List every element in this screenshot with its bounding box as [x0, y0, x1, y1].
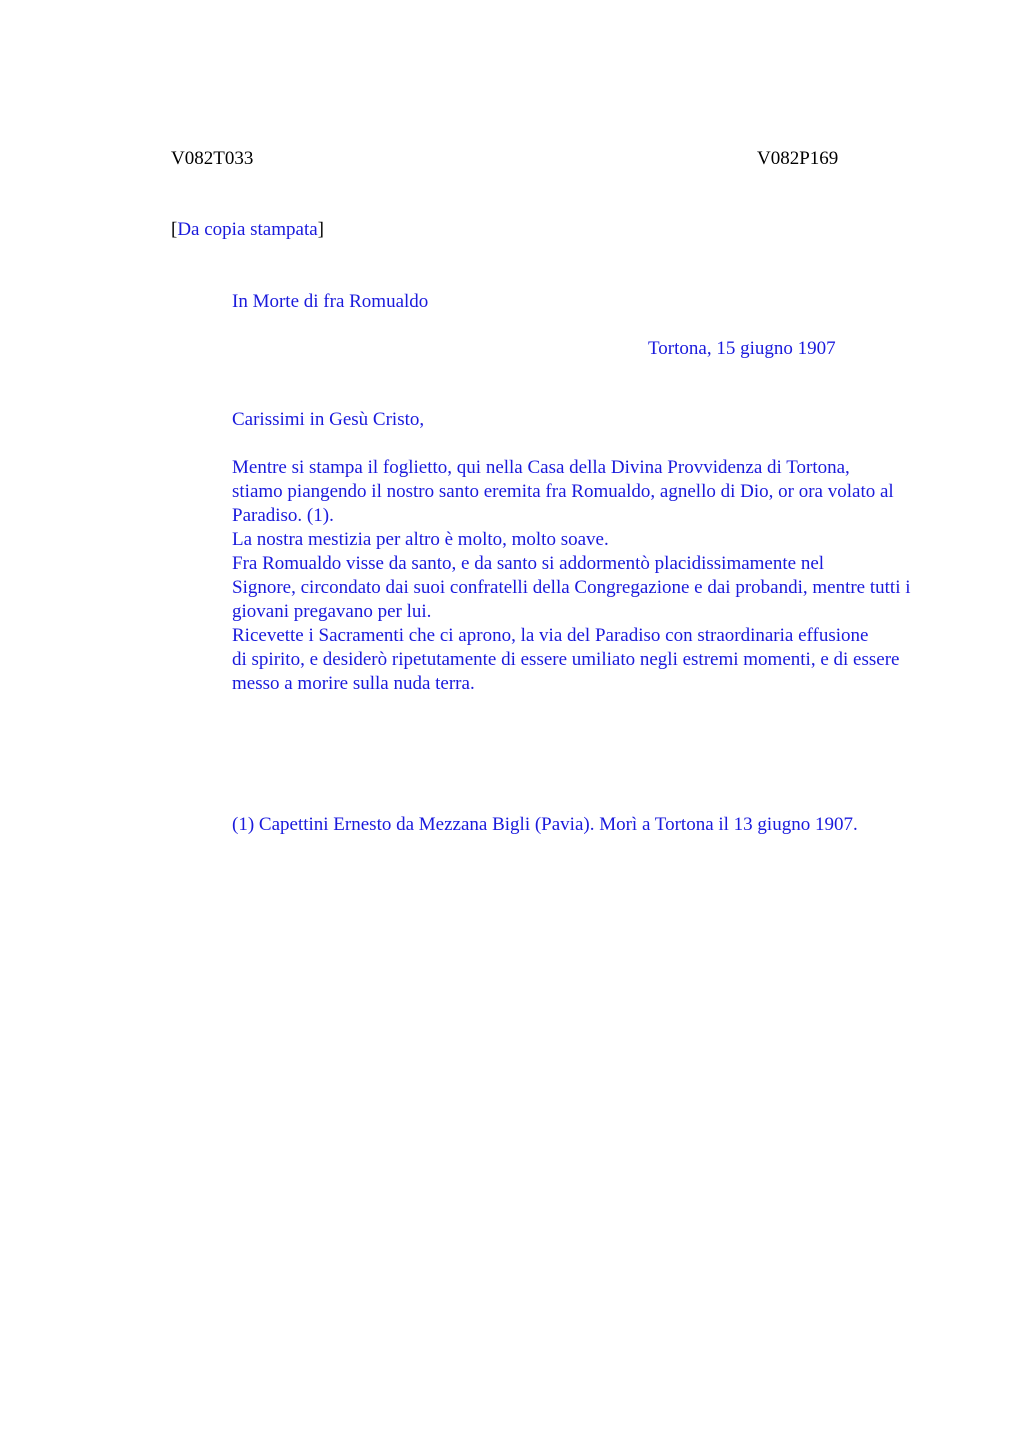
- paragraph-4: [171, 624, 927, 696]
- document-code-left: V082T033: [171, 148, 254, 169]
- paragraph-line: messo a morire sulla nuda terra.: [232, 673, 475, 694]
- paragraph-line: di spirito, e desiderò ripetutamente di essere umiliato negli estremi momenti, e di essere: [232, 649, 900, 670]
- paragraph-line: stiamo piangendo il nostro santo eremita fra Romualdo, agnello di Dio, or ora volato al: [232, 481, 894, 502]
- paragraph-line: giovani pregavano per lui.: [232, 601, 432, 622]
- document-title: In Morte di fra Romualdo: [232, 291, 429, 312]
- paragraph-line: Paradiso. (1).: [232, 505, 334, 526]
- paragraph-line: Signore, circondato dai suoi confratelli della Congregazione e dai probandi, mentre tutti i: [232, 577, 911, 598]
- letter-body: [171, 456, 927, 696]
- paragraph-3: [171, 552, 927, 624]
- source-note-close-bracket: ]: [317, 219, 324, 240]
- page-code-right: V082P169: [757, 148, 839, 169]
- source-note-open-bracket: [: [171, 219, 178, 240]
- paragraph-1: [171, 456, 927, 528]
- paragraph-line: Ricevette i Sacramenti che ci aprono, la via del Paradiso con straordinaria effusione: [232, 625, 869, 646]
- paragraph-2: [171, 528, 927, 552]
- source-note: [171, 218, 324, 242]
- paragraph-line: Fra Romualdo visse da santo, e da santo si addormentò placidissimamente nel: [232, 553, 825, 574]
- source-note-text: Da copia stampata: [177, 219, 318, 240]
- paragraph-line: La nostra mestizia per altro è molto, molto soave.: [232, 529, 609, 550]
- date-line: Tortona, 15 giugno 1907: [648, 338, 836, 359]
- salutation: Carissimi in Gesù Cristo,: [232, 409, 425, 430]
- paragraph-line: Mentre si stampa il foglietto, qui nella Casa della Divina Provvidenza di Tortona,: [232, 457, 850, 478]
- footnote: (1) Capettini Ernesto da Mezzana Bigli (Pavia). Morì a Tortona il 13 giugno 1907.: [232, 814, 858, 835]
